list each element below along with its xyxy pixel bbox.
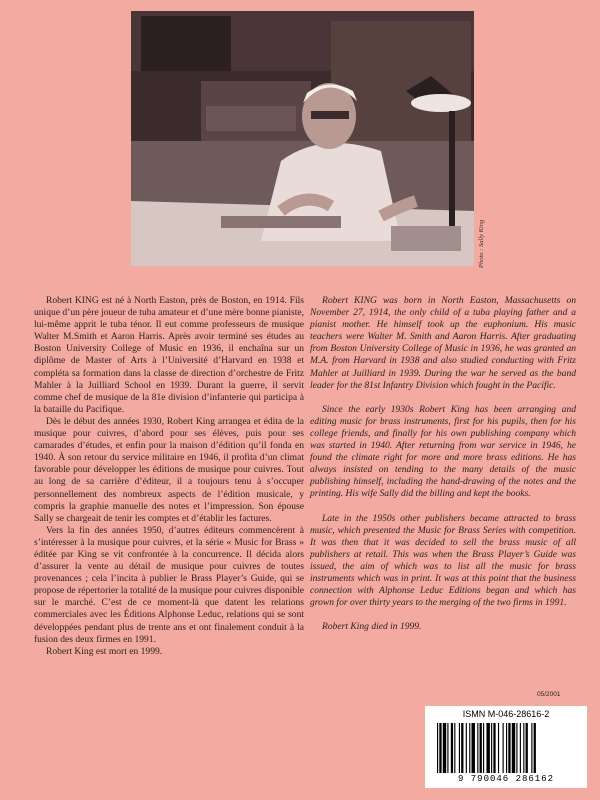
english-paragraph-3: Late in the 1950s other publishers became attracted to brass music, which presented the Music for Brass Series with competition. It was then that it was decided to sell the brass music of all publishers at retail. This was when the Brass Player’s Guide was issued, the aim of which was to list all the music for brass instruments which was in print. It was at this point that the business connection with Alphonse Leduc Editions began and which has grown for over thirty years to the merging of the two firms in 1991. — [310, 512, 576, 609]
french-text-column — [34, 295, 304, 658]
barcode-icon — [437, 723, 575, 775]
french-paragraph-4: Robert King est mort en 1999. — [46, 645, 163, 657]
english-paragraph-2: Since the early 1930s Robert King has been arranging and editing music for brass instruments, first for his pupils, then for his college friends, and finally for his own publishing company which was started in 1940. After returning from war service in 1946, he found the climate right for more and more brass editions. He has always insisted on tending to the many details of the music publishing himself, including the hand-drawing of the notes and the printing. His wife Sally did the billing and kept the books. — [310, 403, 576, 500]
french-paragraph-3: Vers la fin des années 1950, d’autres éditeurs commencèrent à s’intéresser à la musique pour cuivres, et la série « Music for Brass » éditée par King se vit confrontée à la concurrence. Il décida alors d’assurer la vente au détail de musique pour cuivres de toutes provenances ; cela l’incita à publier le Brass Player’s Guide, qui se propose de répertorier la totalité de la musique pour cuivres disponible sur le marché. C’est de ce moment-là que datent les relations commerciales avec les Éditions Alphonse Leduc, relations qui se sont développées pendant plus de trente ans et ont finalement conduit à la fusion des deux firmes en 1991. — [34, 524, 304, 645]
date-code: 05/2001 — [537, 691, 561, 698]
photo-credit: Photo : Sally King — [478, 219, 485, 268]
english-paragraph-4: Robert King died in 1999. — [322, 621, 422, 633]
barcode-box — [425, 706, 587, 788]
french-paragraph-1: Robert KING est né à North Easton, près de Boston, en 1914. Fils unique d’un père joueur de tuba amateur et d’une mère bonne pianiste, lui-même apprit le tuba ténor. Il eut comme professeurs de musique Walter M.Smith et Aaron Harris. Après avoir terminé ses études au Boston University College of Music en 1936, il enchaîna sur un diplôme de Master of Arts à l’Université d’Harvard en 1938 et compléta sa formation dans la classe de direction d’orchestre de Fritz Mahler à la Juilliard School en 1939. Durant la guerre, il servit comme chef de musique de la 81e division d’infanterie qui participa à la bataille du Pacifique. — [34, 295, 304, 415]
french-paragraph-2: Dès le début des années 1930, Robert King arrangea et édita de la musique pour cuivres, d’abord pour ses élèves, puis pour ses camarades d’études, et enfin pour la maison d’édition qu’il fonda en 1940. À son retour du service militaire en 1946, il profita d’un climat favorable pour développer les éditions de musique pour cuivres. Tout au long de sa carrière d’éditeur, il a toujours tenu à s’occuper personnellement des nombreux aspects de l’édition musicale, y compris la graphie manuelle des notes et l’impression. Son épouse Sally se chargeait de tenir les comptes et d’établir les factures. — [34, 415, 304, 524]
english-text-column — [310, 295, 576, 645]
english-paragraph-1: Robert KING was born in North Easton, Massachusetts on November 27, 1914, the only child of a tuba playing father and a pianist mother. He himself took up the euphonium. His music teachers were Walter M. Smith and Aaron Harris. After graduating from Boston University College of Music in 1936, he was granted an M.A. from Harvard in 1938 and also studied conducting with Fritz Mahler at Juilliard in 1939. During the war he served as the band leader for the 81st Infantry Division which fought in the Pacific. — [310, 295, 576, 391]
barcode-digits: 9 790046 286162 — [457, 774, 554, 784]
photo-image — [131, 11, 474, 266]
ismn-number: ISMN M-046-28616-2 — [462, 709, 550, 719]
portrait-photo — [131, 11, 474, 266]
